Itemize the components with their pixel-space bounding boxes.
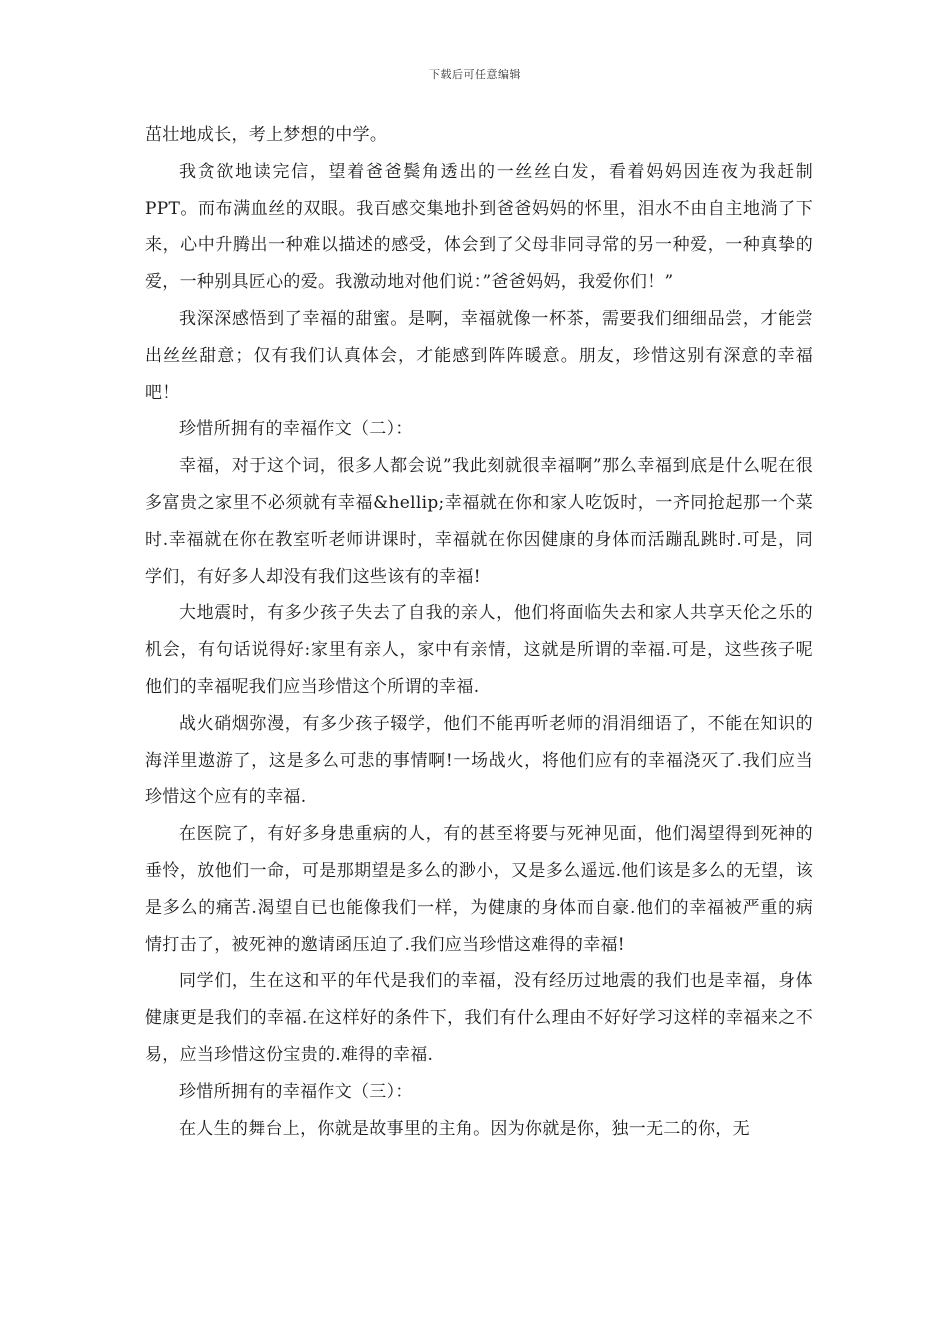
paragraph: 大地震时，有多少孩子失去了自我的亲人，他们将面临失去和家人共享天伦之乐的机会，有句话说得好:家里有亲人，家中有亲情，这就是所谓的幸福.可是，这些孩子呢他们的幸福呢我们应当珍惜这个所谓的幸福. [145,603,813,697]
paragraph: 在医院了，有好多身患重病的人，有的甚至将要与死神见面，他们渴望得到死神的垂怜，放他们一命，可是那期望是多么的渺小，又是多么遥远.他们该是多么的无望，该是多么的痛苦.渴望自已也能像我们一样，为健康的身体而自豪.他们的幸福被严重的病情打击了，被死神的邀请函压迫了.我们应当珍惜这难得的幸福! [145,824,813,955]
paragraph: 我贪欲地读完信，望着爸爸鬓角透出的一丝丝白发，看着妈妈因连夜为我赶制PPT。而布满血丝的双眼。我百感交集地扑到爸爸妈妈的怀里，泪水不由自主地淌了下来，心中升腾出一种难以描述的感受，体会到了父母非同寻常的另一种爱，一种真挚的爱，一种别具匠心的爱。我激动地对他们说：”爸爸妈妈，我爱你们！” [145,161,813,293]
document-body [145,117,813,1147]
paragraph: 在人生的舞台上，你就是故事里的主角。因为你就是你，独一无二的你，无 [179,1118,750,1139]
paragraph: 同学们，生在这和平的年代是我们的幸福，没有经历过地震的我们也是幸福，身体健康更是我们的幸福.在这样好的条件下，我们有什么理由不好好学习这样的幸福来之不易，应当珍惜这份宝贵的.难得的幸福. [145,971,813,1065]
paragraph: 我深深感悟到了幸福的甜蜜。是啊，幸福就像一杯茶，需要我们细细品尝，才能尝出丝丝甜意；仅有我们认真体会，才能感到阵阵暖意。朋友，珍惜这别有深意的幸福吧！ [145,308,813,403]
paragraph: 幸福，对于这个词，很多人都会说”我此刻就很幸福啊”那么幸福到底是什么呢在很多富贵之家里不必须就有幸福&hellip;幸福就在你和家人吃饭时，一齐同抢起那一个菜时.幸福就在你在教室听老师讲课时，幸福就在你因健康的身体而活蹦乱跳时.可是，同学们，有好多人却没有我们这些该有的幸福! [145,456,813,587]
paragraph: 战火硝烟弥漫，有多少孩子辍学，他们不能再听老师的涓涓细语了，不能在知识的海洋里遨游了，这是多么可悲的事情啊!一场战火，将他们应有的幸福浇灭了.我们应当珍惜这个应有的幸福. [145,713,813,808]
paragraph-continuation: 茁壮地成长，考上梦想的中学。 [145,125,388,145]
section-heading: 珍惜所拥有的幸福作文（三）： [179,1081,413,1102]
page-header-note: 下载后可任意编辑 [429,68,521,81]
section-heading: 珍惜所拥有的幸福作文（二）： [179,419,413,440]
